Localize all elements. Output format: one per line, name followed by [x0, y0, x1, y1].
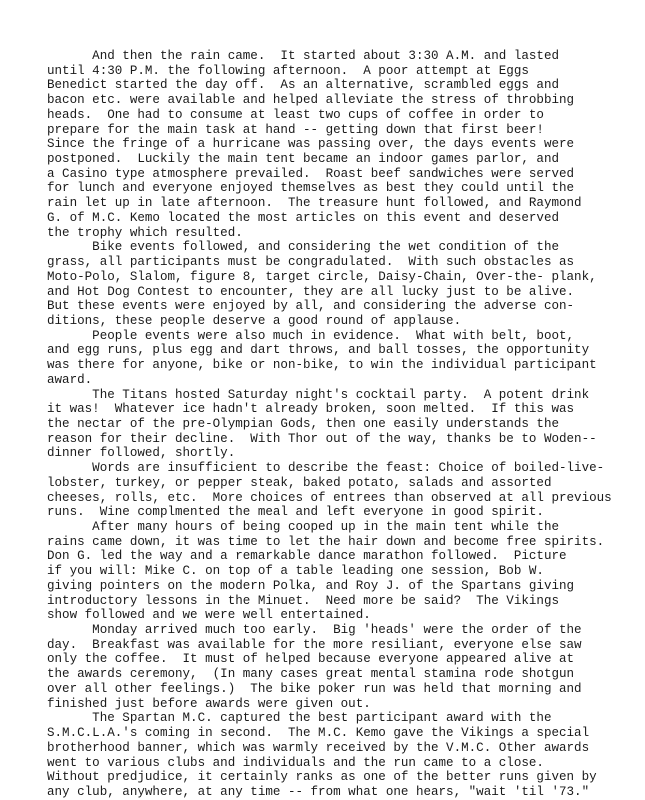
text-line: Without predjudice, it certainly ranks as one of the better runs given by [47, 770, 597, 785]
text-line: postponed. Luckily the main tent became an indoor games parlor, and [47, 152, 559, 167]
text-line: S.M.C.L.A.'s coming in second. The M.C. Kemo gave the Vikings a special [47, 726, 590, 741]
text-line: The Titans hosted Saturday night's cocktail party. A potent drink [47, 387, 590, 402]
text-line: But these events were enjoyed by all, and considering the adverse con- [47, 299, 575, 314]
text-line: the awards ceremony, (In many cases great mental stamina rode shotgun [47, 667, 575, 682]
text-line: introductory lessons in the Minuet. Need more be said? The Vikings [47, 593, 559, 608]
text-line: and Hot Dog Contest to encounter, they are all lucky just to be alive. [47, 284, 575, 299]
text-line: runs. Wine complmented the meal and left everyone in good spirit. [47, 505, 544, 520]
text-line: Since the fringe of a hurricane was passing over, the days events were [47, 137, 575, 152]
text-line: G. of M.C. Kemo located the most articles on this event and deserved [47, 210, 559, 225]
text-line: Words are insufficient to describe the feast: Choice of boiled-live- [47, 461, 605, 476]
text-line: cheeses, rolls, etc. More choices of entrees than observed at all previous [47, 490, 612, 505]
text-line: rains came down, it was time to let the hair down and become free spirits. [47, 534, 605, 549]
text-line: lobster, turkey, or pepper steak, baked potato, salads and assorted [47, 475, 552, 490]
text-line: over all other feelings.) The bike poker run was held that morning and [47, 681, 582, 696]
text-line: giving pointers on the modern Polka, and Roy J. of the Spartans giving [47, 578, 575, 593]
text-line: finished just before awards were given out. [47, 696, 371, 711]
text-line: prepare for the main task at hand -- getting down that first beer! [47, 122, 544, 137]
text-line: day. Breakfast was available for the more resiliant, everyone else saw [47, 637, 582, 652]
text-line: Bike events followed, and considering the wet condition of the [47, 240, 559, 255]
text-line: until 4:30 P.M. the following afternoon. A poor attempt at Eggs [47, 63, 529, 78]
text-line: rain let up in late afternoon. The treasure hunt followed, and Raymond [47, 196, 582, 211]
text-line: ditions, these people deserve a good round of applause. [47, 313, 462, 328]
text-line: it was! Whatever ice hadn't already broken, soon melted. If this was [47, 402, 575, 417]
text-line: After many hours of being cooped up in the main tent while the [47, 520, 559, 534]
typewritten-text-block [47, 49, 645, 800]
text-line: any club, anywhere, at any time -- from what one hears, "wait 'til '73." [47, 784, 590, 799]
text-line: and egg runs, plus egg and dart throws, and ball tosses, the opportunity [47, 343, 590, 358]
text-line: dinner followed, shortly. [47, 446, 236, 461]
text-line: award. [47, 372, 93, 387]
text-line: the trophy which resulted. [47, 225, 243, 240]
text-line: brotherhood banner, which was warmly received by the V.M.C. Other awards [47, 740, 590, 755]
text-line: And then the rain came. It started about 3:30 A.M. and lasted [47, 49, 559, 63]
text-line: the nectar of the pre-Olympian Gods, then one easily understands the [47, 416, 559, 431]
text-line: show followed and we were well entertained. [47, 608, 371, 623]
text-line: only the coffee. It must of helped because everyone appeared alive at [47, 652, 575, 667]
text-line: bacon etc. were available and helped alleviate the stress of throbbing [47, 93, 575, 108]
text-line: heads. One had to consume at least two cups of coffee in order to [47, 107, 544, 122]
text-line: Don G. led the way and a remarkable dance marathon followed. Picture [47, 549, 567, 564]
text-line: The Spartan M.C. captured the best participant award with the [47, 711, 552, 726]
text-line: if you will: Mike C. on top of a table leading one session, Bob W. [47, 564, 544, 579]
text-line: went to various clubs and individuals and the run came to a close. [47, 755, 544, 770]
text-line: for lunch and everyone enjoyed themselves as best they could until the [47, 181, 575, 196]
text-line: Benedict started the day off. As an alternative, scrambled eggs and [47, 78, 559, 93]
text-line: a Casino type atmosphere prevailed. Roast beef sandwiches were served [47, 166, 575, 181]
text-line: Monday arrived much too early. Big 'heads' were the order of the [47, 623, 582, 638]
text-line: Moto-Polo, Slalom, figure 8, target circle, Daisy-Chain, Over-the- plank, [47, 269, 597, 284]
text-line: grass, all participants must be congradulated. With such obstacles as [47, 255, 575, 270]
text-line: People events were also much in evidence. What with belt, boot, [47, 328, 575, 343]
text-line: reason for their decline. With Thor out of the way, thanks be to Woden-- [47, 431, 597, 446]
text-line: was there for anyone, bike or non-bike, to win the individual participant [47, 358, 597, 373]
